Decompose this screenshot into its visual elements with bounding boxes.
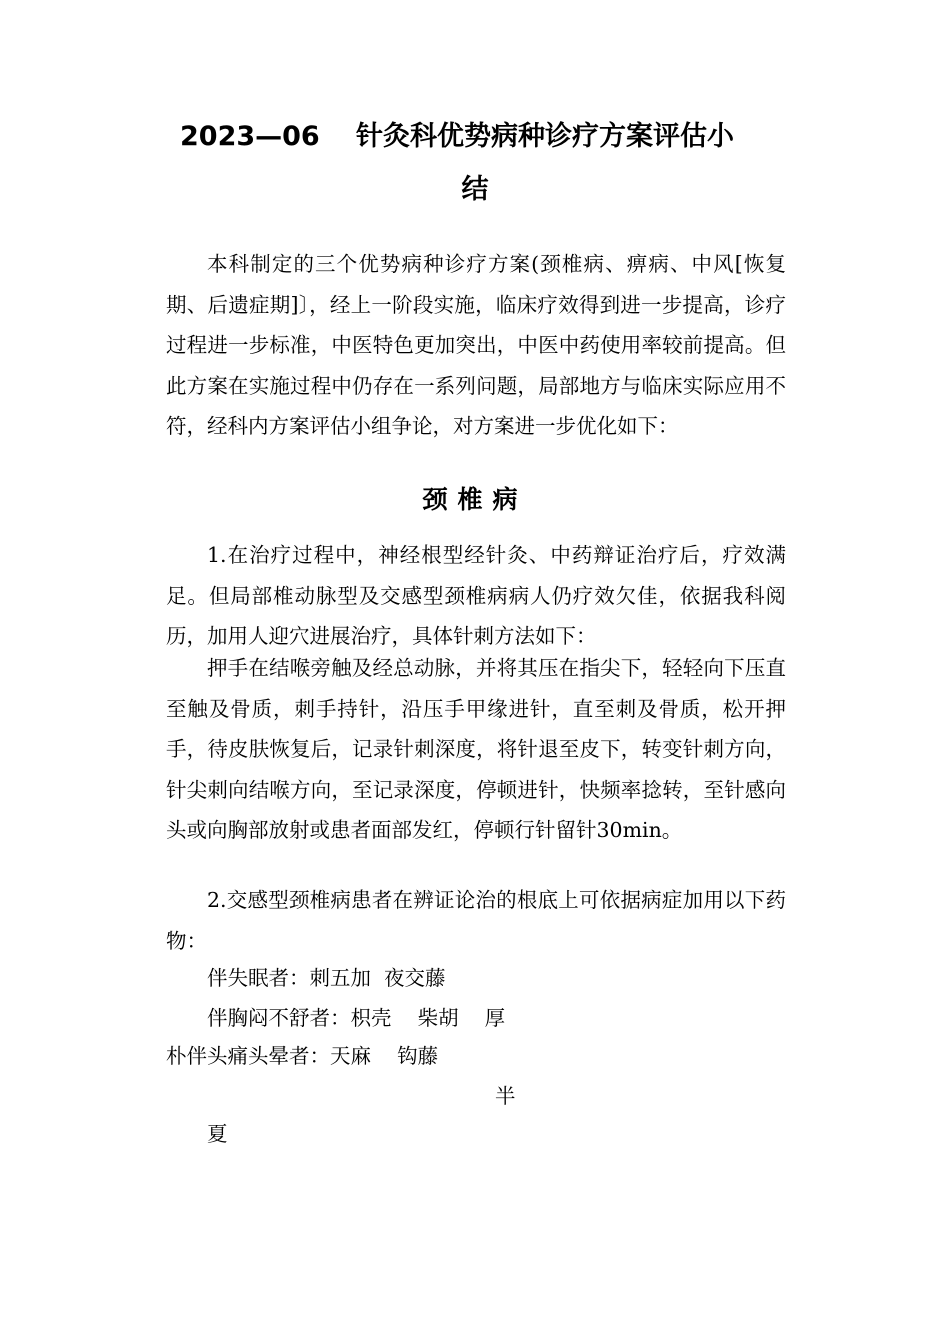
herb-line-chest: 伴胸闷不舒者：枳壳 柴胡 厚 [207, 1006, 506, 1030]
paragraph-1: 1.在治疗过程中，神经根型经针灸、中药辩证治疗后，疗效满足。但局部椎动脉型及交感型颈椎病病人仍疗效欠佳，依据我科阅历，加用人迎穴进展治疗，具体针刺方法如下： [166, 543, 786, 648]
section-heading-cervical: 颈椎病 [422, 485, 528, 514]
herb-fragment-xia: 夏 [207, 1122, 228, 1146]
needling-method-paragraph: 押手在结喉旁触及经总动脉，并将其压在指尖下，轻轻向下压直至触及骨质，刺手持针，沿压手甲缘进针，直至刺及骨质，松开押手，待皮肤恢复后，记录针刺深度，将针退至皮下，转变针刺方向，针尖刺向结喉方向，至记录深度，停顿进针，快频率捻转，至针感向头或向胸部放射或患者面部发红，停顿行针留针30min。 [166, 656, 786, 842]
title-date: 2023—06 [180, 121, 320, 152]
title-main: 针灸科优势病种诊疗方案评估小 [356, 121, 734, 152]
document-title [180, 115, 780, 159]
herb-line-insomnia: 伴失眠者：刺五加 夜交藤 [207, 966, 446, 990]
herb-line-headache: 朴伴头痛头晕者：天麻 钩藤 [166, 1044, 439, 1068]
paragraph-2: 2.交感型颈椎病患者在辨证论治的根底上可依据病症加用以下药物： [166, 888, 786, 953]
title-continuation: 结 [461, 174, 489, 205]
intro-paragraph: 本科制定的三个优势病种诊疗方案(颈椎病、痹病、中风[恢复期、后遗症期]〕，经上一阶段实施，临床疗效得到进一步提高，诊疗过程进一步标准，中医特色更加突出，中医中药使用率较前提高。但此方案在实施过程中仍存在一系列问题，局部地方与临床实际应用不符，经科内方案评估小组争论，对方案进一步优化如下： [166, 252, 786, 438]
herb-fragment-ban: 半 [495, 1084, 516, 1108]
